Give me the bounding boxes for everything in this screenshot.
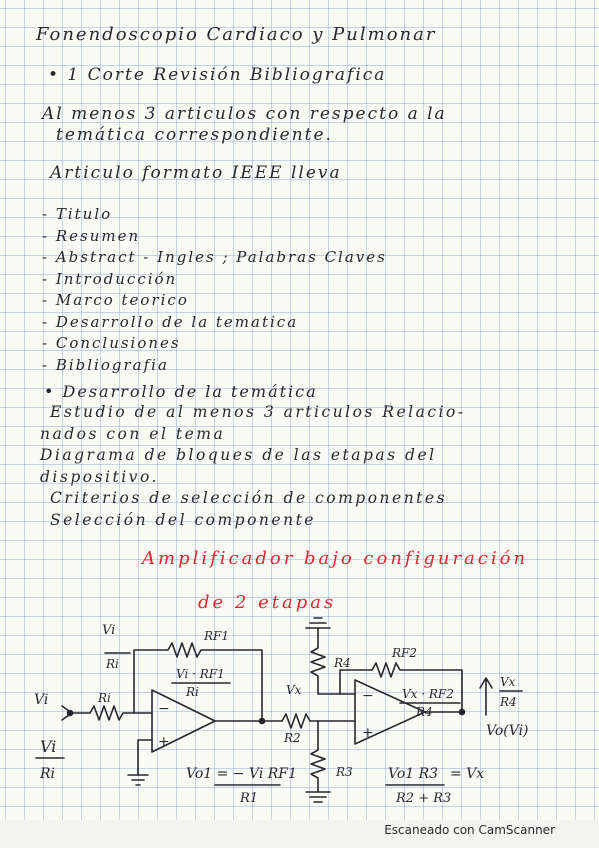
vx-gain-num: Vx · RF2: [402, 687, 454, 701]
list-item: nados con el tema: [40, 424, 226, 443]
vi-input-label: Vi: [34, 692, 49, 708]
right-output-label: Vo(Vi): [486, 723, 529, 739]
scanner-footer: Escaneado con CamScanner: [384, 823, 555, 837]
opamp1-plus: +: [158, 734, 170, 750]
list-item: Criterios de selección de componentes: [50, 489, 448, 507]
vi-gain-den: Ri: [186, 685, 199, 699]
right-num: Vx: [500, 675, 516, 689]
red-heading-line-2: de 2 etapas: [198, 592, 337, 613]
list-item: - Abstract - Ingles ; Palabras Claves: [42, 248, 387, 266]
ri-input-label: Ri: [98, 691, 111, 705]
r2-label: R2: [284, 731, 301, 745]
rf2-label: RF2: [392, 646, 417, 660]
vi-gain-num: Vi · RF1: [176, 667, 225, 681]
list-item: - Titulo: [42, 205, 113, 223]
rf1-label: RF1: [204, 629, 229, 643]
list-item: - Introducción: [42, 269, 178, 288]
list-item: dispositivo.: [40, 467, 159, 486]
r2-resistor: [282, 714, 318, 728]
opamp1-minus: −: [158, 701, 170, 717]
bullet-revision-bibliografica: • 1 Corte Revisión Bibliografica: [48, 65, 387, 85]
list-item: - Bibliografia: [42, 355, 169, 374]
vx-expression-eq: = Vx: [450, 766, 485, 782]
vx-expression-den: R2 + R3: [396, 791, 452, 806]
ri-resistor: [70, 706, 152, 720]
page-title: Fonendoscopio Cardiaco y Pulmonar: [36, 24, 437, 45]
list-item: - Conclusiones: [42, 334, 181, 352]
list-item: - Resumen: [42, 226, 141, 245]
format-line: Articulo formato IEEE lleva: [50, 163, 342, 183]
opamp2-plus: +: [362, 725, 374, 741]
vi-bottom-den: Ri: [40, 766, 56, 782]
vo1-expression: Vo1 = − Vi RF1: [186, 766, 297, 782]
vx-expression-num: Vo1 R3: [388, 766, 439, 782]
rf1-feedback: [134, 643, 262, 721]
paragraph-line-1: Al menos 3 articulos con respecto a la: [42, 104, 447, 124]
r3-resistor: [311, 721, 325, 792]
list-item: - Desarrollo de la tematica: [42, 312, 299, 331]
vi-bottom-num: Vi: [40, 737, 57, 756]
list-item: Estudio de al menos 3 articulos Relacio-: [50, 403, 466, 421]
vi-top-label: Vi: [102, 623, 116, 638]
r4-label: R4: [334, 656, 351, 670]
ri-top-label: Ri: [106, 657, 119, 671]
vx-gain-den: R4: [416, 705, 433, 719]
red-heading-line-1: Amplificador bajo configuración: [142, 548, 529, 569]
paragraph-line-2: temática correspondiente.: [56, 125, 333, 145]
list-item: Diagrama de bloques de las etapas del: [40, 446, 437, 464]
right-den: R4: [500, 695, 517, 709]
list-item: Selección del componente: [50, 510, 316, 529]
r3-label: R3: [336, 765, 353, 779]
opamp2-minus: −: [362, 688, 374, 704]
vx-node-label: Vx: [286, 683, 302, 697]
list-item: - Marco teorico: [42, 291, 189, 309]
bullet-desarrollo-tematica: • Desarrollo de la temática: [44, 382, 318, 401]
vo1-expression-den: R1: [240, 791, 259, 806]
